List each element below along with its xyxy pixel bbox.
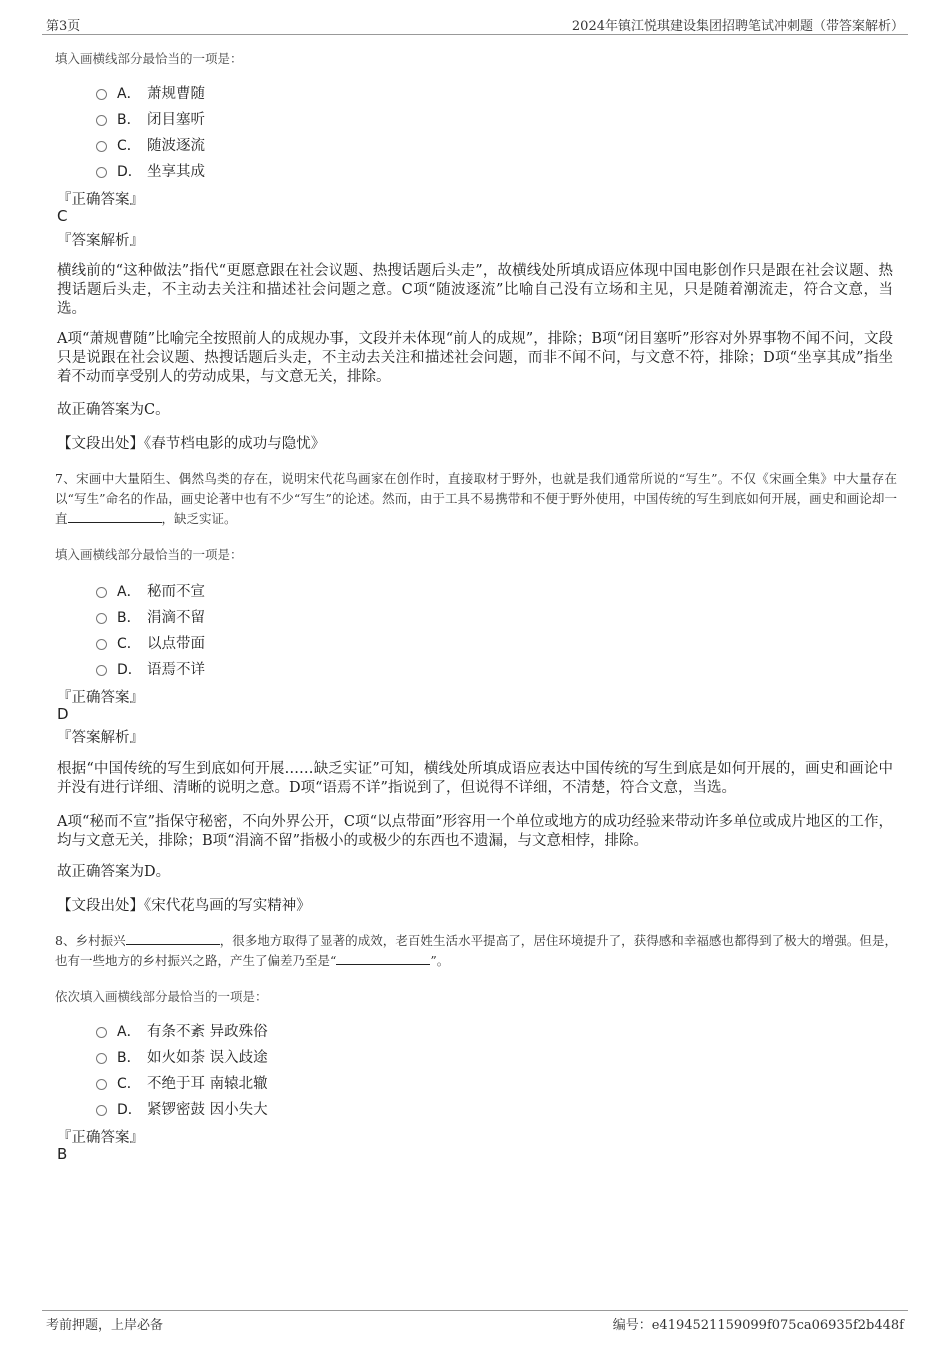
q8-option-b[interactable]: B． 如火如荼 误入歧途 xyxy=(96,1046,268,1067)
radio-icon[interactable] xyxy=(96,1079,107,1090)
q8-question-text: 8、乡村振兴 ，很多地方取得了显著的成效，老百姓生活水平提高了，居住环境提升了，获得感和幸福感也都得到了极大的增强。但是，也有一些地方的乡村振兴之路，产生了偏差乃至是“ ”。 xyxy=(55,933,897,968)
document-id: 编号：e4194521159099f075ca06935f2b448f xyxy=(612,1318,904,1333)
q6-option-a[interactable]: A． 萧规曹随 xyxy=(96,82,205,103)
q6-analysis-paragraph: A项“萧规曹随”比喻完全按照前人的成规办事，文段并未体现“前人的成规”，排除；B项“闭目塞听”形容对外界事物不闻不问，文段只是说跟在社会议题、热搜话题后头走，不主动去关注和描述社会问题，而非不闻不问，与文意不符，排除；D项“坐享其成”指坐着不动而享受别人的劳动成果，与文意无关，排除。 xyxy=(57,331,893,385)
q7-question-text: 7、宋画中大量陌生、偶然鸟类的存在，说明宋代花鸟画家在创作时，直接取材于野外，也就是我们通常所说的“写生”。不仅《宋画全集》中大量存在以“写生”命名的作品，画史论著中也有不少“写生”的论述。然而，由于工具不易携带和不便于野外使用，中国传统的写生到底如何开展，画史和画论却一直 ，缺乏实证。 xyxy=(55,471,897,526)
q6-conclusion: 故正确答案为C。 xyxy=(57,402,170,418)
document-title: 2024年镇江悦琪建设集团招聘笔试冲刺题（带答案解析） xyxy=(571,19,904,34)
radio-icon[interactable] xyxy=(96,89,107,100)
q7-answer: D xyxy=(57,705,69,723)
q7-option-a[interactable]: A． 秘而不宣 xyxy=(96,580,205,601)
q7-option-b[interactable]: B． 涓滴不留 xyxy=(96,606,205,627)
q7-prompt: 填入画横线部分最恰当的一项是： xyxy=(55,547,243,562)
radio-icon[interactable] xyxy=(96,639,107,650)
q8-option-a[interactable]: A． 有条不紊 异政殊俗 xyxy=(96,1020,268,1041)
header-divider xyxy=(42,34,908,35)
q6-option-d[interactable]: D． 坐享其成 xyxy=(96,160,205,181)
page-number: 第3页 xyxy=(46,19,81,34)
radio-icon[interactable] xyxy=(96,1105,107,1116)
q6-analysis-paragraph: 横线前的“这种做法”指代“更愿意跟在社会议题、热搜话题后头走”，故横线处所填成语应体现中国电影创作只是跟在社会议题、热搜话题后头走，不主动去关注和描述社会问题之意。C项“随波逐流”比喻自己没有立场和主见，只是随着潮流走，符合文意，当选。 xyxy=(57,263,893,317)
q6-option-c[interactable]: C． 随波逐流 xyxy=(96,134,205,155)
q7-conclusion: 故正确答案为D。 xyxy=(57,864,171,880)
q7-option-c[interactable]: C． 以点带面 xyxy=(96,632,205,653)
radio-icon[interactable] xyxy=(96,1027,107,1038)
q7-source: 【文段出处】《宋代花鸟画的写实精神》 xyxy=(57,898,311,914)
footer-slogan: 考前押题，上岸必备 xyxy=(46,1318,164,1333)
radio-icon[interactable] xyxy=(96,115,107,126)
radio-icon[interactable] xyxy=(96,167,107,178)
q6-answer: C xyxy=(57,207,68,225)
fill-blank xyxy=(126,932,220,945)
q6-answer-label: 『正确答案』 xyxy=(57,192,144,208)
footer-divider xyxy=(42,1310,908,1311)
q6-prompt: 填入画横线部分最恰当的一项是： xyxy=(55,51,243,66)
fill-blank xyxy=(336,952,430,965)
radio-icon[interactable] xyxy=(96,587,107,598)
radio-icon[interactable] xyxy=(96,141,107,152)
q7-analysis-paragraph: 根据“中国传统的写生到底如何开展……缺乏实证”可知，横线处所填成语应表达中国传统的写生到底是如何开展的，画史和画论中并没有进行详细、清晰的说明之意。D项“语焉不详”指说到了，但说得不详细，不清楚，符合文意，当选。 xyxy=(57,761,893,796)
q7-analysis-label: 『答案解析』 xyxy=(57,730,144,746)
q7-analysis-paragraph: A项“秘而不宣”指保守秘密，不向外界公开，C项“以点带面”形容用一个单位或地方的成功经验来带动许多单位或成片地区的工作，均与文意无关，排除；B项“涓滴不留”指极小的或极少的东西也不遗漏，与文意相悖，排除。 xyxy=(57,814,893,849)
radio-icon[interactable] xyxy=(96,1053,107,1064)
radio-icon[interactable] xyxy=(96,665,107,676)
q8-option-d[interactable]: D． 紧锣密鼓 因小失大 xyxy=(96,1098,268,1119)
q7-option-d[interactable]: D． 语焉不详 xyxy=(96,658,205,679)
q8-answer-label: 『正确答案』 xyxy=(57,1130,144,1146)
q8-option-c[interactable]: C． 不绝于耳 南辕北辙 xyxy=(96,1072,268,1093)
q6-option-b[interactable]: B． 闭目塞听 xyxy=(96,108,205,129)
q6-source: 【文段出处】《春节档电影的成功与隐忧》 xyxy=(57,436,326,452)
q7-answer-label: 『正确答案』 xyxy=(57,690,144,706)
q8-prompt: 依次填入画横线部分最恰当的一项是： xyxy=(55,989,268,1004)
fill-blank xyxy=(68,510,162,523)
radio-icon[interactable] xyxy=(96,613,107,624)
q6-analysis-label: 『答案解析』 xyxy=(57,233,144,249)
q8-answer: B xyxy=(57,1145,68,1163)
